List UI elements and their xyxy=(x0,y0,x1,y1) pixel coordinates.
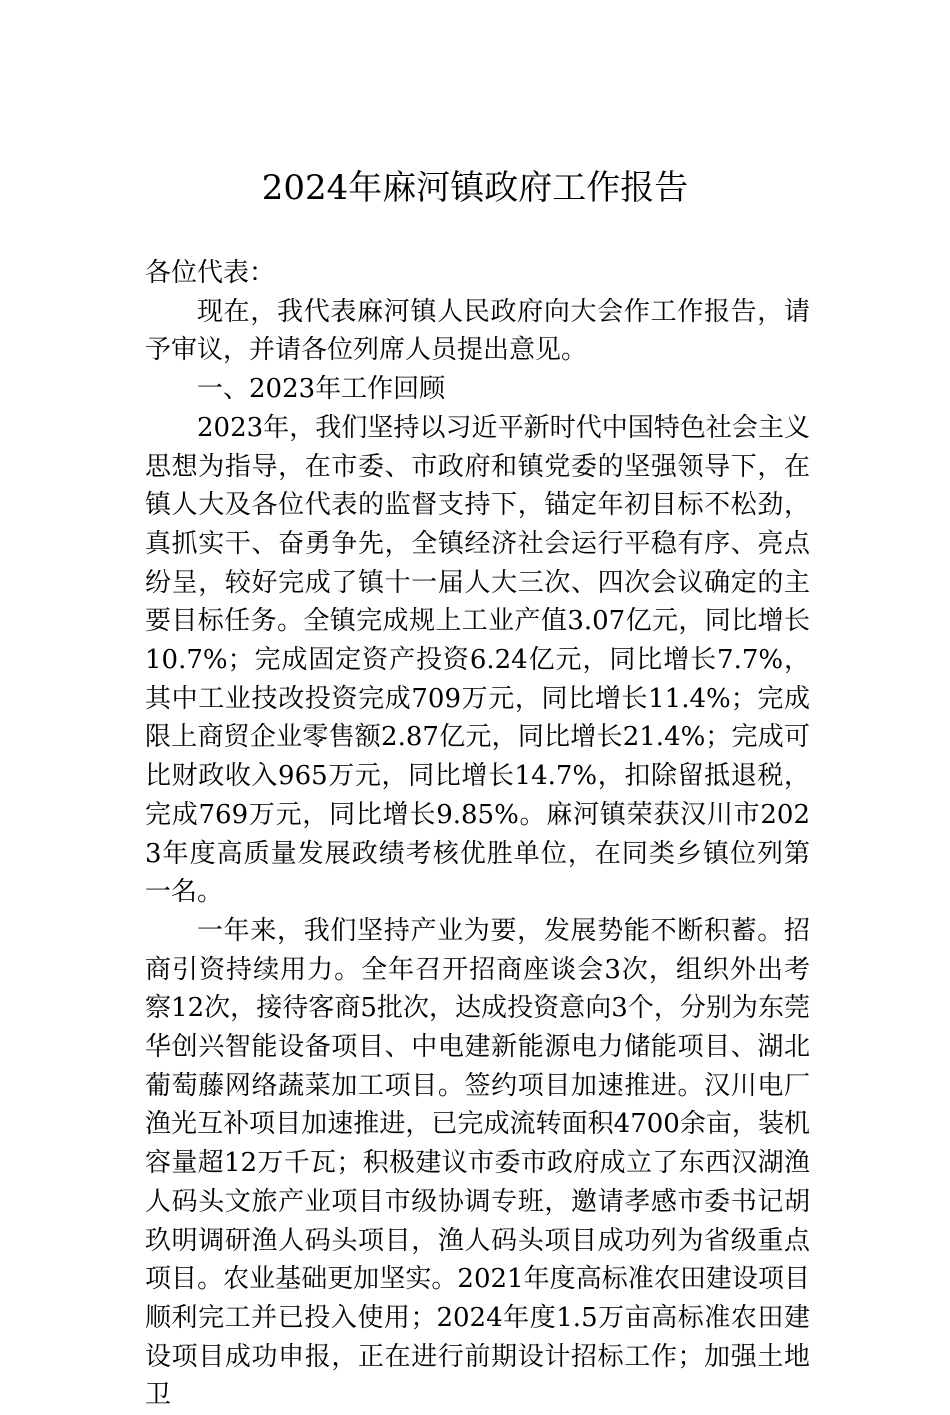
document-body xyxy=(145,254,810,1415)
salutation: 各位代表： xyxy=(145,258,276,288)
paragraph-industry: 一年来，我们坚持产业为要，发展势能不断积蓄。招商引资持续用力。全年召开招商座谈会3次，组织外出考察12次，接待客商5批次，达成投资意向3个，分别为东莞华创兴智能设备项目、中电建新能源电力储能项目、湖北葡萄藤网络蔬菜加工项目。签约项目加速推进。汉川电厂渔光互补项目加速推进，已完成流转面积4700余亩，装机容量超12万千瓦；积极建议市委市政府成立了东西汉湖渔人码头文旅产业项目市级协调专班，邀请孝感市委书记胡玖明调研渔人码头项目，渔人码头项目成功列为省级重点项目。农业基础更加坚实。2021年度高标准农田建设项目顺利完工并已投入使用；2024年度1.5万亩高标准农田建设项目成功申报，正在进行前期设计招标工作；加强土地卫 xyxy=(145,915,810,1411)
paragraph-intro: 现在，我代表麻河镇人民政府向大会作工作报告，请予审议，并请各位列席人员提出意见。 xyxy=(145,296,810,366)
paragraph-summary: 2023年，我们坚持以习近平新时代中国特色社会主义思想为指导，在市委、市政府和镇党委的坚强领导下，在镇人大及各位代表的监督支持下，锚定年初目标不松劲，真抓实干、奋勇争先，全镇经济社会运行平稳有序、亮点纷呈，较好完成了镇十一届人大三次、四次会议确定的主要目标任务。全镇完成规上工业产值3.07亿元，同比增长10.7%；完成固定资产投资6.24亿元，同比增长7.7%，其中工业技改投资完成709万元，同比增长11.4%；完成限上商贸企业零售额2.87亿元，同比增长21.4%；完成可比财政收入965万元，同比增长14.7%，扣除留抵退税，完成769万元，同比增长9.85%。麻河镇荣获汉川市2023年度高质量发展政绩考核优胜单位，在同类乡镇位列第一名。 xyxy=(145,412,810,908)
document-title: 2024年麻河镇政府工作报告 xyxy=(261,168,689,208)
section-heading: 一、2023年工作回顾 xyxy=(197,374,446,405)
